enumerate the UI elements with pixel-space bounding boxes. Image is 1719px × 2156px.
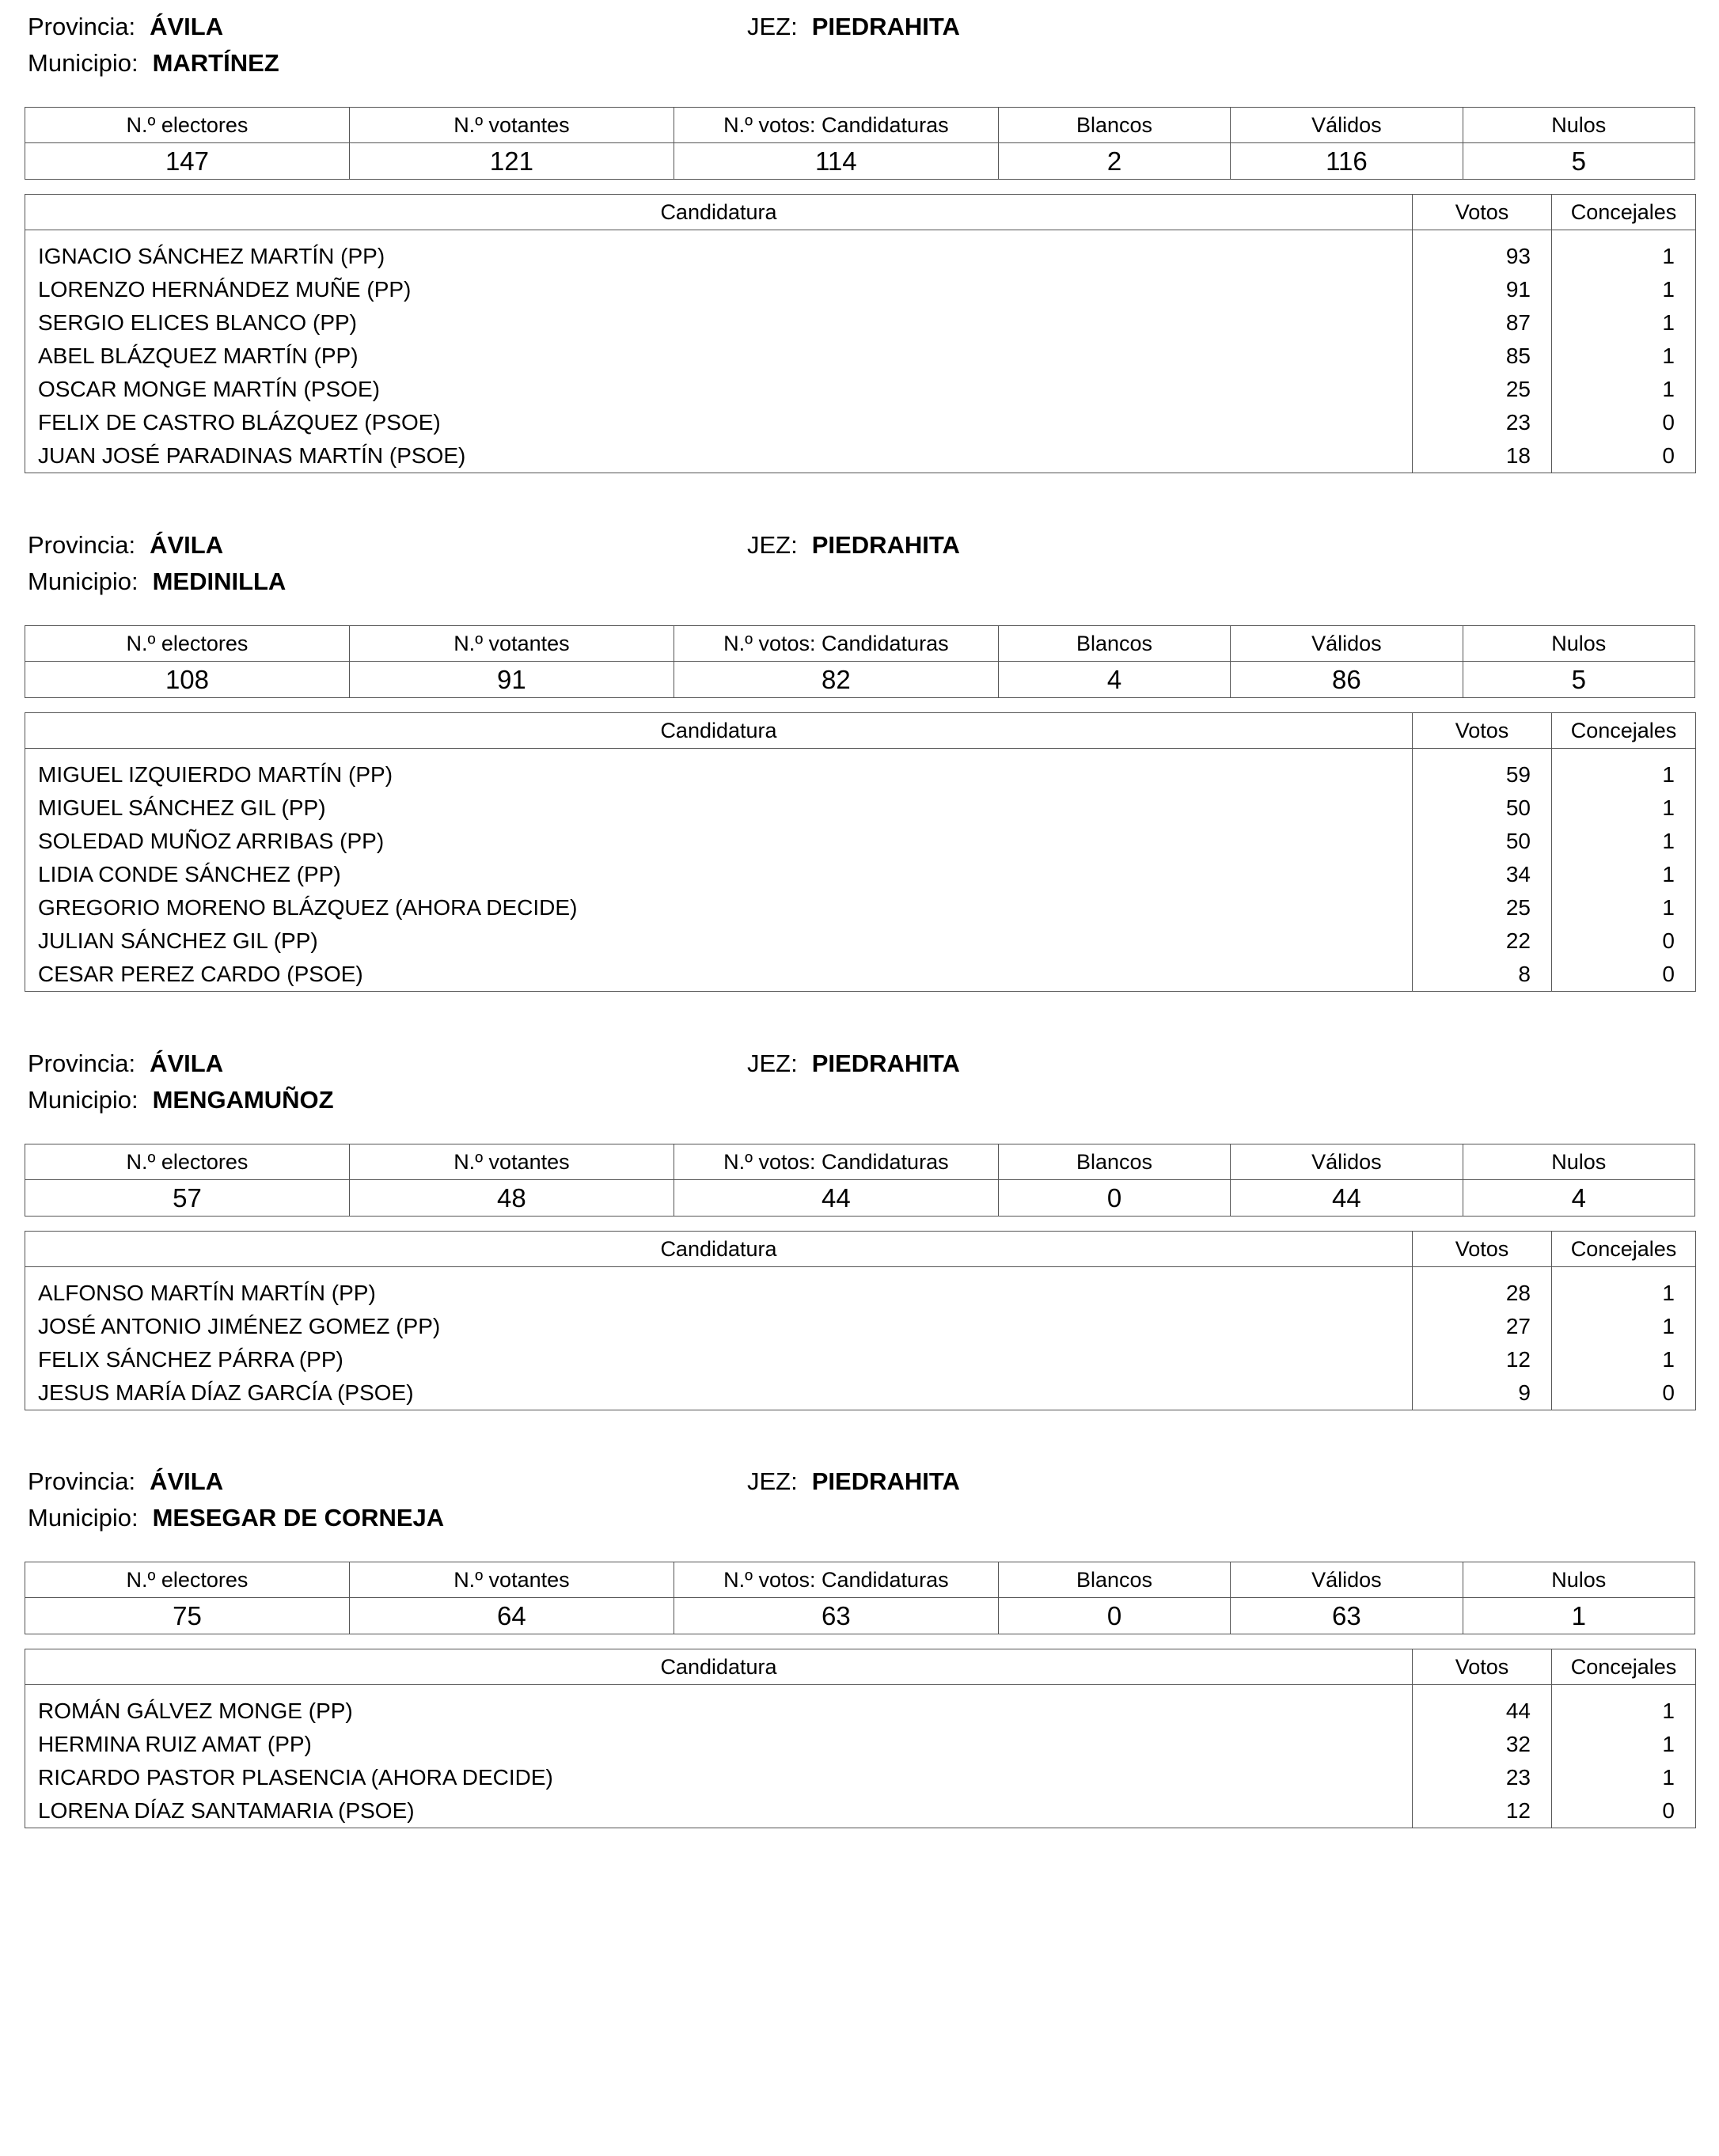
summary-value-votantes: 64 [349,1598,674,1634]
candidate-name: OSCAR MONGE MARTÍN (PSOE) [38,377,380,401]
provincia-field [28,531,223,560]
candidate-votos: 34 [1413,858,1552,891]
summary-value-votantes: 48 [349,1180,674,1217]
candidate-name: HERMINA RUIZ AMAT (PP) [38,1732,312,1756]
summary-value-electores: 57 [25,1180,350,1217]
jez-field [747,1467,960,1496]
municipio-field [28,567,286,596]
candidate-concejales: 1 [1552,373,1696,406]
table-row [25,1277,1696,1310]
candidate-votos: 87 [1413,306,1552,340]
candidate-votos: 8 [1413,958,1552,992]
candidate-concejales: 0 [1552,406,1696,439]
spacer-cell [25,230,1413,241]
summary-value-electores: 108 [25,662,350,698]
candidate-votos: 22 [1413,924,1552,958]
jez-field [747,1050,960,1078]
candidate-concejales: 1 [1552,1695,1696,1728]
jez-field-value: PIEDRAHITA [811,13,960,40]
municipality-block [0,1037,1719,1528]
municipio-field-value: MARTÍNEZ [152,49,279,77]
table-row [25,340,1696,373]
summary-value-votos_cand: 44 [674,1180,998,1217]
candidate-concejales: 1 [1552,240,1696,273]
table-row [25,791,1696,825]
candidate-votos: 25 [1413,373,1552,406]
summary-header-nulos: Nulos [1463,108,1694,143]
spacer-cell [1552,1267,1696,1277]
column-header-candidatura: Candidatura [25,1232,1413,1267]
provincia-field-value: ÁVILA [150,531,224,559]
jez-field-value: PIEDRAHITA [811,531,960,559]
candidate-votos: 91 [1413,273,1552,306]
summary-value-nulos: 1 [1463,1598,1694,1634]
table-row [25,273,1696,306]
candidate-concejales: 1 [1552,1343,1696,1376]
candidate-name: CESAR PEREZ CARDO (PSOE) [38,962,363,986]
summary-value-validos: 86 [1231,662,1463,698]
candidate-concejales: 1 [1552,758,1696,791]
summary-value-blancos: 0 [998,1598,1230,1634]
candidate-votos: 25 [1413,891,1552,924]
table-row [25,373,1696,406]
summary-value-votos_cand: 114 [674,143,998,180]
jez-field-value: PIEDRAHITA [811,1467,960,1495]
column-header-votos: Votos [1413,195,1552,230]
candidate-name: JULIAN SÁNCHEZ GIL (PP) [38,928,318,953]
column-header-candidatura: Candidatura [25,195,1413,230]
municipio-field-label: Municipio: [28,1086,139,1114]
table-row [25,924,1696,958]
candidate-concejales: 1 [1552,1728,1696,1761]
provincia-field-value: ÁVILA [150,1467,224,1495]
summary-value-validos: 44 [1231,1180,1463,1217]
spacer-cell [1552,1685,1696,1695]
candidate-votos: 59 [1413,758,1552,791]
candidate-name: JUAN JOSÉ PARADINAS MARTÍN (PSOE) [38,443,466,468]
summary-header-validos: Válidos [1231,626,1463,662]
candidate-name: RICARDO PASTOR PLASENCIA (AHORA DECIDE) [38,1765,553,1790]
table-row [25,1343,1696,1376]
jez-field-label: JEZ: [747,13,798,40]
candidate-name: GREGORIO MORENO BLÁZQUEZ (AHORA DECIDE) [38,895,578,920]
jez-field [747,531,960,560]
municipality-block [0,0,1719,491]
municipio-field-value: MENGAMUÑOZ [152,1086,334,1114]
municipio-field-label: Municipio: [28,49,139,77]
candidate-name: MIGUEL IZQUIERDO MARTÍN (PP) [38,762,393,787]
candidate-votos: 12 [1413,1343,1552,1376]
candidate-concejales: 1 [1552,891,1696,924]
column-header-concejales: Concejales [1552,1649,1696,1685]
spacer-cell [1413,230,1552,241]
summary-header-votantes: N.º votantes [349,1144,674,1180]
candidate-votos: 85 [1413,340,1552,373]
summary-header-blancos: Blancos [998,108,1230,143]
candidate-name: ROMÁN GÁLVEZ MONGE (PP) [38,1699,353,1723]
summary-table [25,1562,1695,1634]
spacer-cell [25,1685,1413,1695]
candidate-concejales: 0 [1552,1376,1696,1410]
summary-header-validos: Válidos [1231,1144,1463,1180]
candidate-name: ABEL BLÁZQUEZ MARTÍN (PP) [38,344,359,368]
summary-header-electores: N.º electores [25,1144,350,1180]
summary-value-votos_cand: 63 [674,1598,998,1634]
candidate-votos: 18 [1413,439,1552,473]
candidate-name: LORENA DÍAZ SANTAMARIA (PSOE) [38,1798,415,1823]
spacer-cell [1413,749,1552,759]
summary-value-votos_cand: 82 [674,662,998,698]
candidate-concejales: 0 [1552,924,1696,958]
candidate-votos: 28 [1413,1277,1552,1310]
candidate-votos: 50 [1413,791,1552,825]
summary-value-blancos: 2 [998,143,1230,180]
table-row [25,1728,1696,1761]
candidate-votos: 32 [1413,1728,1552,1761]
municipality-block [0,1455,1719,1945]
summary-header-nulos: Nulos [1463,1144,1694,1180]
candidate-name: JOSÉ ANTONIO JIMÉNEZ GOMEZ (PP) [38,1314,441,1338]
municipio-field-value: MESEGAR DE CORNEJA [152,1504,445,1532]
summary-header-votantes: N.º votantes [349,626,674,662]
summary-header-votos_cand: N.º votos: Candidaturas [674,108,998,143]
candidate-concejales: 1 [1552,1277,1696,1310]
summary-header-blancos: Blancos [998,1144,1230,1180]
municipio-field-label: Municipio: [28,567,139,595]
spacer-cell [25,1267,1413,1277]
candidate-concejales: 0 [1552,958,1696,992]
candidate-concejales: 1 [1552,1310,1696,1343]
summary-value-nulos: 5 [1463,143,1694,180]
summary-table [25,625,1695,698]
spacer-cell [25,749,1413,759]
summary-header-votos_cand: N.º votos: Candidaturas [674,1562,998,1598]
spacer-cell [1413,1685,1552,1695]
column-header-votos: Votos [1413,1649,1552,1685]
table-row [25,1695,1696,1728]
summary-header-electores: N.º electores [25,626,350,662]
summary-value-votantes: 91 [349,662,674,698]
summary-value-blancos: 0 [998,1180,1230,1217]
table-row [25,958,1696,992]
table-row [25,439,1696,473]
candidate-votos: 9 [1413,1376,1552,1410]
table-row [25,406,1696,439]
summary-header-electores: N.º electores [25,108,350,143]
candidate-name: SOLEDAD MUÑOZ ARRIBAS (PP) [38,829,385,853]
summary-header-votantes: N.º votantes [349,108,674,143]
summary-value-votantes: 121 [349,143,674,180]
table-row [25,306,1696,340]
table-row [25,240,1696,273]
summary-header-nulos: Nulos [1463,626,1694,662]
column-header-votos: Votos [1413,1232,1552,1267]
candidate-name: LORENZO HERNÁNDEZ MUÑE (PP) [38,277,412,302]
provincia-field-label: Provincia: [28,531,136,559]
municipio-field [28,1504,444,1532]
summary-value-blancos: 4 [998,662,1230,698]
candidate-name: ALFONSO MARTÍN MARTÍN (PP) [38,1281,376,1305]
spacer-cell [1413,1267,1552,1277]
summary-value-nulos: 5 [1463,662,1694,698]
jez-field-label: JEZ: [747,1467,798,1495]
table-row [25,1310,1696,1343]
candidate-concejales: 1 [1552,858,1696,891]
candidate-votos: 50 [1413,825,1552,858]
candidate-name: MIGUEL SÁNCHEZ GIL (PP) [38,795,326,820]
candidates-table [25,1649,1696,1828]
table-row [25,758,1696,791]
municipality-block [0,518,1719,1009]
table-row [25,1761,1696,1794]
summary-header-blancos: Blancos [998,626,1230,662]
table-row [25,1794,1696,1828]
summary-value-nulos: 4 [1463,1180,1694,1217]
candidates-table [25,194,1696,473]
municipio-field-value: MEDINILLA [152,567,286,595]
candidate-votos: 12 [1413,1794,1552,1828]
candidate-votos: 23 [1413,406,1552,439]
candidate-concejales: 1 [1552,306,1696,340]
jez-field [747,13,960,41]
column-header-concejales: Concejales [1552,195,1696,230]
provincia-field [28,13,223,41]
candidates-table [25,1231,1696,1410]
spacer-cell [1552,230,1696,241]
jez-field-value: PIEDRAHITA [811,1050,960,1077]
provincia-field-value: ÁVILA [150,13,224,40]
candidate-votos: 44 [1413,1695,1552,1728]
column-header-candidatura: Candidatura [25,1649,1413,1685]
candidate-concejales: 0 [1552,439,1696,473]
candidate-name: LIDIA CONDE SÁNCHEZ (PP) [38,862,341,886]
jez-field-label: JEZ: [747,1050,798,1077]
summary-value-validos: 63 [1231,1598,1463,1634]
candidate-concejales: 1 [1552,791,1696,825]
summary-value-validos: 116 [1231,143,1463,180]
summary-header-blancos: Blancos [998,1562,1230,1598]
provincia-field [28,1467,223,1496]
summary-table [25,107,1695,180]
summary-header-validos: Válidos [1231,108,1463,143]
candidate-votos: 27 [1413,1310,1552,1343]
column-header-concejales: Concejales [1552,713,1696,749]
table-row [25,825,1696,858]
municipio-field-label: Municipio: [28,1504,139,1532]
candidate-concejales: 1 [1552,825,1696,858]
candidate-name: FELIX SÁNCHEZ PÁRRA (PP) [38,1347,343,1372]
candidate-votos: 93 [1413,240,1552,273]
provincia-field-value: ÁVILA [150,1050,224,1077]
provincia-field [28,1050,223,1078]
summary-header-nulos: Nulos [1463,1562,1694,1598]
municipio-field [28,1086,334,1114]
candidate-name: FELIX DE CASTRO BLÁZQUEZ (PSOE) [38,410,441,435]
column-header-votos: Votos [1413,713,1552,749]
summary-header-electores: N.º electores [25,1562,350,1598]
provincia-field-label: Provincia: [28,1467,136,1495]
table-row [25,1376,1696,1410]
summary-header-votos_cand: N.º votos: Candidaturas [674,1144,998,1180]
municipio-field [28,49,279,78]
candidate-concejales: 1 [1552,273,1696,306]
column-header-concejales: Concejales [1552,1232,1696,1267]
summary-table [25,1144,1695,1217]
candidate-concejales: 1 [1552,1761,1696,1794]
summary-header-votantes: N.º votantes [349,1562,674,1598]
summary-header-votos_cand: N.º votos: Candidaturas [674,626,998,662]
candidate-name: JESUS MARÍA DÍAZ GARCÍA (PSOE) [38,1380,414,1405]
candidate-concejales: 1 [1552,340,1696,373]
provincia-field-label: Provincia: [28,13,136,40]
summary-value-electores: 147 [25,143,350,180]
candidate-name: IGNACIO SÁNCHEZ MARTÍN (PP) [38,244,385,268]
table-row [25,858,1696,891]
provincia-field-label: Provincia: [28,1050,136,1077]
candidates-table [25,712,1696,992]
candidate-votos: 23 [1413,1761,1552,1794]
summary-value-electores: 75 [25,1598,350,1634]
table-row [25,891,1696,924]
candidate-concejales: 0 [1552,1794,1696,1828]
column-header-candidatura: Candidatura [25,713,1413,749]
spacer-cell [1552,749,1696,759]
jez-field-label: JEZ: [747,531,798,559]
candidate-name: SERGIO ELICES BLANCO (PP) [38,310,357,335]
summary-header-validos: Válidos [1231,1562,1463,1598]
